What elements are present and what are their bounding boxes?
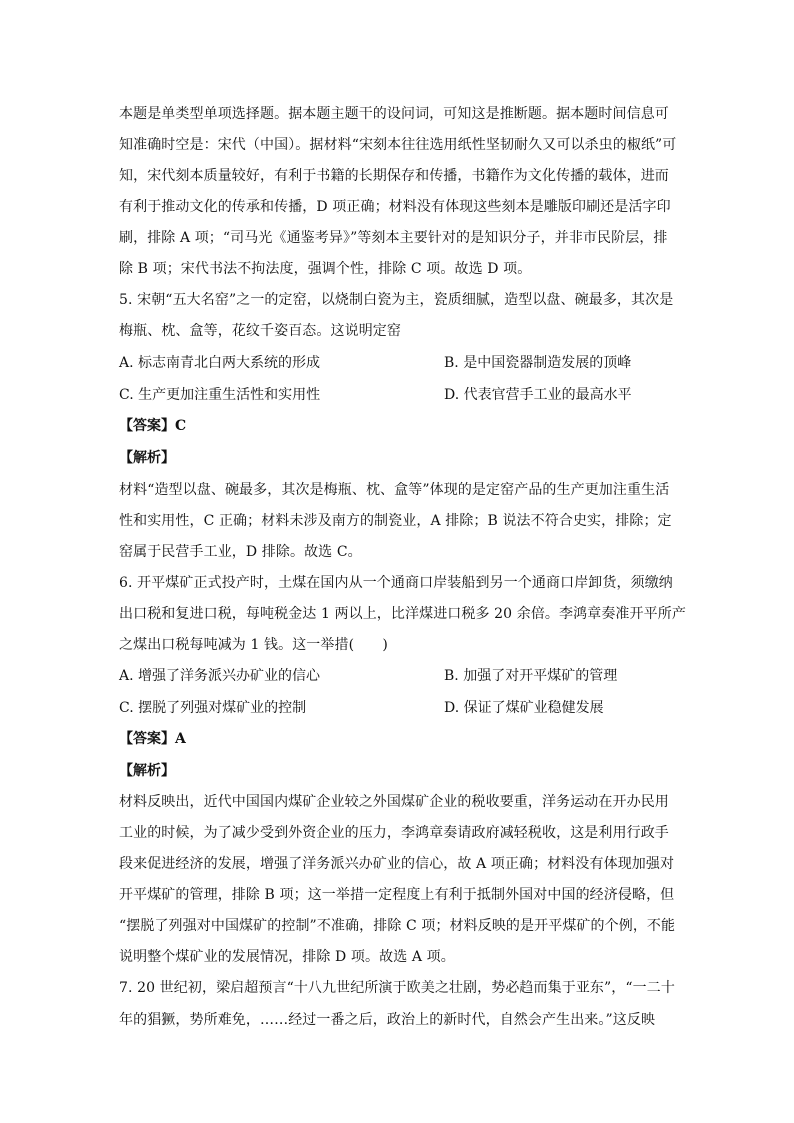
q5-analysis-label: 【解析】 bbox=[119, 450, 175, 466]
q5-analysis-line-2: 性和实用性，C 正确；材料未涉及南方的制瓷业，A 排除；B 说法不符合史实，排除；定 bbox=[119, 513, 672, 529]
q4-explanation-line-5: 刷，排除 A 项；“司马光《通鉴考异》”等刻本主要针对的是知识分子，并非市民阶层，排 bbox=[119, 230, 668, 246]
q4-explanation-line-4: 有利于推动文化的传承和传播，D 项正确；材料没有体现这些刻本是雕版印刷还是活字印 bbox=[119, 199, 671, 215]
q6-analysis-line-3: 段来促进经济的发展，增强了洋务派兴办矿业的信心，故 A 项正确；材料没有体现加强对 bbox=[119, 856, 675, 872]
q6-option-a: A. 增强了洋务派兴办矿业的信心 bbox=[119, 668, 321, 684]
q6-option-b: B. 加强了对开平煤矿的管理 bbox=[444, 668, 618, 684]
q5-stem-line-1: 5. 宋朝“五大名窑”之一的定窑，以烧制白瓷为主，瓷质细腻，造型以盘、碗最多，其次是 bbox=[119, 292, 674, 308]
q6-stem-line-3: 之煤出口税每吨减为 1 钱。这一举措( ) bbox=[119, 637, 388, 653]
q6-analysis-line-1: 材料反映出，近代中国国内煤矿企业较之外国煤矿企业的税收要重，洋务运动在开办民用 bbox=[119, 794, 669, 810]
q6-analysis-label: 【解析】 bbox=[119, 763, 175, 779]
q6-stem-line-2: 出口税和复进口税，每吨税金达 1 两以上，比洋煤进口税多 20 余倍。李鸿章奏准开平所产 bbox=[119, 606, 686, 622]
q5-option-c: C. 生产更加注重生活性和实用性 bbox=[119, 387, 321, 403]
q6-analysis-line-6: 说明整个煤矿业的发展情况，排除 D 项。故选 A 项。 bbox=[119, 949, 455, 965]
q6-analysis-line-2: 工业的时候，为了减少受到外资企业的压力，李鸿章奏请政府减轻税收，这是利用行政手 bbox=[119, 825, 669, 841]
q6-option-c: C. 摆脱了列强对煤矿业的控制 bbox=[119, 700, 307, 716]
q5-answer: 【答案】C bbox=[119, 418, 187, 434]
q5-option-a: A. 标志南青北白两大系统的形成 bbox=[119, 355, 321, 371]
q6-stem-line-1: 6. 开平煤矿正式投产时，土煤在国内从一个通商口岸装船到另一个通商口岸卸货，须缴纳 bbox=[119, 575, 673, 591]
q5-stem-line-2: 梅瓶、枕、盒等，花纹千姿百态。这说明定窑 bbox=[119, 323, 401, 339]
q6-analysis-line-5: “摆脱了列强对中国煤矿的控制”不准确，排除 C 项；材料反映的是开平煤矿的个例，不能 bbox=[119, 918, 676, 934]
q5-analysis-line-1: 材料“造型以盘、碗最多，其次是梅瓶、枕、盒等”体现的是定窑产品的生产更加注重生活 bbox=[119, 482, 670, 498]
q4-explanation-line-6: 除 B 项；宋代书法不拘法度，强调个性，排除 C 项。故选 D 项。 bbox=[119, 261, 532, 277]
q4-explanation-line-3: 知，宋代刻本质量较好，有利于书籍的长期保存和传播，书籍作为文化传播的载体，进而 bbox=[119, 168, 669, 184]
q6-analysis-line-4: 开平煤矿的管理，排除 B 项；这一举措一定程度上有利于抵制外国对中国的经济侵略，但 bbox=[119, 887, 675, 903]
q5-option-d: D. 代表官营手工业的最高水平 bbox=[444, 387, 632, 403]
q4-explanation-line-2: 知准确时空是：宋代（中国）。据材料“宋刻本往往选用纸性坚韧耐久又可以杀虫的椒纸”可 bbox=[119, 137, 677, 153]
q6-answer: 【答案】A bbox=[119, 731, 186, 747]
q4-explanation-line-1: 本题是单类型单项选择题。据本题主题干的设问词，可知这是推断题。据本题时间信息可 bbox=[119, 106, 669, 122]
q5-option-b: B. 是中国瓷器制造发展的顶峰 bbox=[444, 355, 632, 371]
q7-stem-line-2: 年的猖獗，势所难免，……经过一番之后，政治上的新时代，自然会产生出来。”这反映 bbox=[119, 1012, 656, 1028]
q5-analysis-line-3: 窑属于民营手工业，D 排除。故选 C。 bbox=[119, 544, 362, 560]
q6-option-d: D. 保证了煤矿业稳健发展 bbox=[444, 700, 604, 716]
q7-stem-line-1: 7. 20 世纪初，梁启超预言“十八九世纪所演于欧美之壮剧，势必趋而集于亚东”，“一二十 bbox=[119, 980, 675, 996]
